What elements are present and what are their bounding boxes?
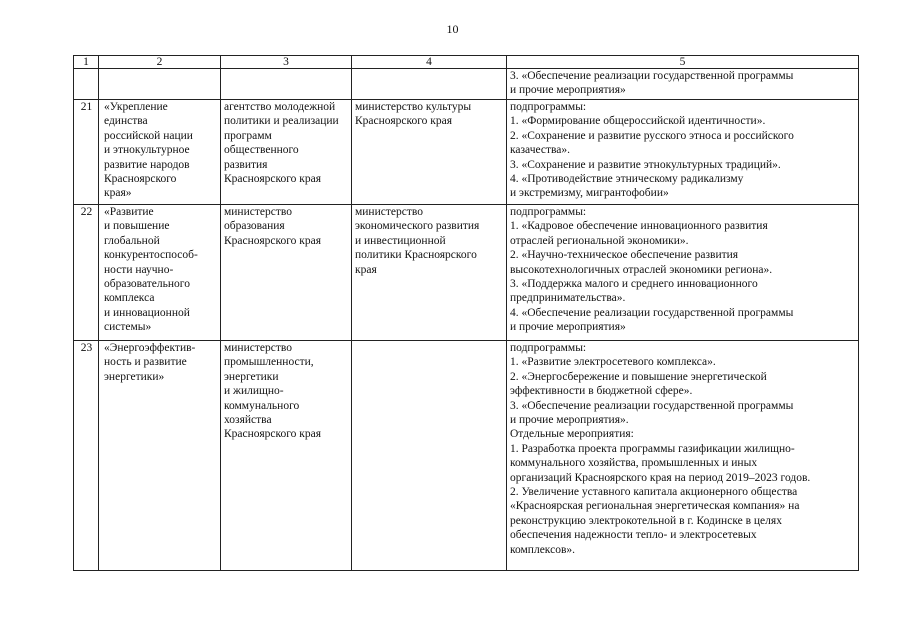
text-line: Отдельные мероприятия: (510, 428, 634, 441)
column-number-row (74, 56, 859, 69)
text-line: края» (104, 187, 132, 200)
subprograms-cell (507, 205, 859, 341)
page-number: 10 (446, 22, 459, 36)
text-line: политики Красноярского (355, 249, 477, 262)
program-name-cell (99, 69, 221, 100)
responsible-executor-cell (221, 205, 352, 341)
text-line: эффективности в бюджетной сфере». (510, 385, 693, 398)
text-line: развития (224, 158, 268, 171)
text-line: обеспечения надежности тепло- и электросетевых (510, 529, 757, 542)
text-line: комплекса (104, 292, 155, 305)
text-line: министерство (224, 342, 292, 354)
text-line: 1. Разработка проекта программы газификации жилищно- (510, 442, 795, 455)
text-line: российской нации (104, 129, 193, 142)
program-name-cell (99, 205, 221, 341)
text-line: и прочие мероприятия». (510, 414, 629, 427)
text-line: 3. «Обеспечение реализации государственной программы (510, 399, 794, 412)
text-line: Красноярского края (355, 115, 452, 128)
text-line: и прочие мероприятия» (510, 84, 626, 97)
text-line: министерство (224, 206, 292, 218)
text-line: организаций Красноярского края на период 2019–2023 годов. (510, 471, 811, 484)
text-line: 4. «Обеспечение реализации государственной программы (510, 306, 794, 319)
column-header: 1 (74, 56, 99, 69)
text-line: энергетики» (104, 370, 165, 383)
text-line: конкурентоспособ- (104, 249, 198, 262)
text-line: и инвестиционной (355, 234, 446, 247)
text-line: образования (224, 220, 285, 233)
table-row (74, 341, 859, 571)
text-line: 2. «Энергосбережение и повышение энергетической (510, 370, 767, 383)
co-executor-cell (352, 341, 507, 571)
text-line: министерство культуры (355, 101, 472, 113)
text-line: министерство (355, 206, 423, 218)
text-line: агентство молодежной (224, 101, 336, 113)
text-line: «Энергоэффектив- (104, 342, 196, 354)
text-line: развитие народов (104, 158, 190, 171)
text-line: промышленности, (224, 356, 314, 369)
co-executor-cell (352, 205, 507, 341)
text-line: коммунального (224, 399, 300, 412)
text-line: Красноярского края (224, 428, 321, 441)
text-line: и экстремизму, мигрантофобии» (510, 187, 669, 200)
text-line: «Развитие (104, 206, 154, 218)
subprograms-cell (507, 100, 859, 205)
text-line: 3. «Сохранение и развитие этнокультурных традиций». (510, 158, 781, 171)
text-line: реконструкцию электрокотельной в г. Кодинске в целях (510, 514, 782, 527)
column-header: 5 (507, 56, 859, 69)
text-line: предпринимательства». (510, 292, 626, 305)
text-line: 1. «Кадровое обеспечение инновационного развития (510, 220, 768, 233)
program-name-cell (99, 100, 221, 205)
programs-table (73, 55, 859, 571)
text-line: экономического развития (355, 220, 480, 233)
text-line: и прочие мероприятия» (510, 321, 626, 334)
text-line: Красноярского (104, 173, 177, 186)
text-line: программ (224, 129, 272, 142)
text-line: 2. Увеличение уставного капитала акционерного общества (510, 486, 798, 499)
text-line: и этнокультурное (104, 144, 190, 157)
row-number-cell (74, 69, 99, 100)
text-line: системы» (104, 321, 152, 334)
text-line: и повышение (104, 220, 170, 233)
text-line: ность и развитие (104, 356, 187, 369)
responsible-executor-cell (221, 69, 352, 100)
continuation-row (74, 69, 859, 100)
text-line: 1. «Формирование общероссийской идентичности». (510, 115, 766, 128)
subprograms-cell (507, 341, 859, 571)
row-number-cell: 23 (74, 341, 99, 571)
text-line: хозяйства (224, 414, 272, 427)
text-line: и инновационной (104, 306, 190, 319)
text-line: общественного (224, 144, 299, 157)
text-line: отраслей региональной экономики». (510, 234, 689, 247)
text-line: 2. «Сохранение и развитие русского этноса и российского (510, 129, 794, 142)
table-row (74, 205, 859, 341)
text-line: Красноярского края (224, 234, 321, 247)
program-name-cell (99, 341, 221, 571)
text-line: коммунального хозяйства, промышленных и иных (510, 457, 758, 470)
text-line: комплексов». (510, 543, 576, 556)
text-line: 1. «Развитие электросетевого комплекса». (510, 356, 716, 369)
text-line: образовательного (104, 278, 190, 291)
row-number-cell: 21 (74, 100, 99, 205)
responsible-executor-cell (221, 341, 352, 571)
co-executor-cell (352, 100, 507, 205)
text-line: глобальной (104, 234, 160, 247)
text-line: политики и реализации (224, 115, 339, 128)
column-header: 2 (99, 56, 221, 69)
text-line: ности научно- (104, 263, 174, 276)
column-header: 3 (221, 56, 352, 69)
text-line: «Красноярская региональная энергетическая компания» на (510, 500, 800, 513)
text-line: высокотехнологичных отраслей экономики региона». (510, 263, 773, 276)
text-line: 2. «Научно-техническое обеспечение развития (510, 249, 739, 262)
text-line: подпрограммы: (510, 342, 587, 354)
subprograms-cell (507, 69, 859, 100)
text-line: 3. «Поддержка малого и среднего инновационного (510, 278, 758, 291)
text-line: подпрограммы: (510, 206, 587, 218)
column-header: 4 (352, 56, 507, 69)
text-line: энергетики (224, 370, 279, 383)
text-line: края (355, 263, 377, 276)
text-line: единства (104, 115, 148, 128)
text-line: казачества». (510, 144, 571, 157)
co-executor-cell (352, 69, 507, 100)
text-line: и жилищно- (224, 385, 284, 398)
text-line: подпрограммы: (510, 101, 587, 113)
row-number-cell: 22 (74, 205, 99, 341)
responsible-executor-cell (221, 100, 352, 205)
text-line: «Укрепление (104, 101, 168, 113)
text-line: Красноярского края (224, 173, 321, 186)
text-line: 3. «Обеспечение реализации государственной программы (510, 70, 794, 82)
text-line: 4. «Противодействие этническому радикализму (510, 173, 744, 186)
table-row (74, 100, 859, 205)
